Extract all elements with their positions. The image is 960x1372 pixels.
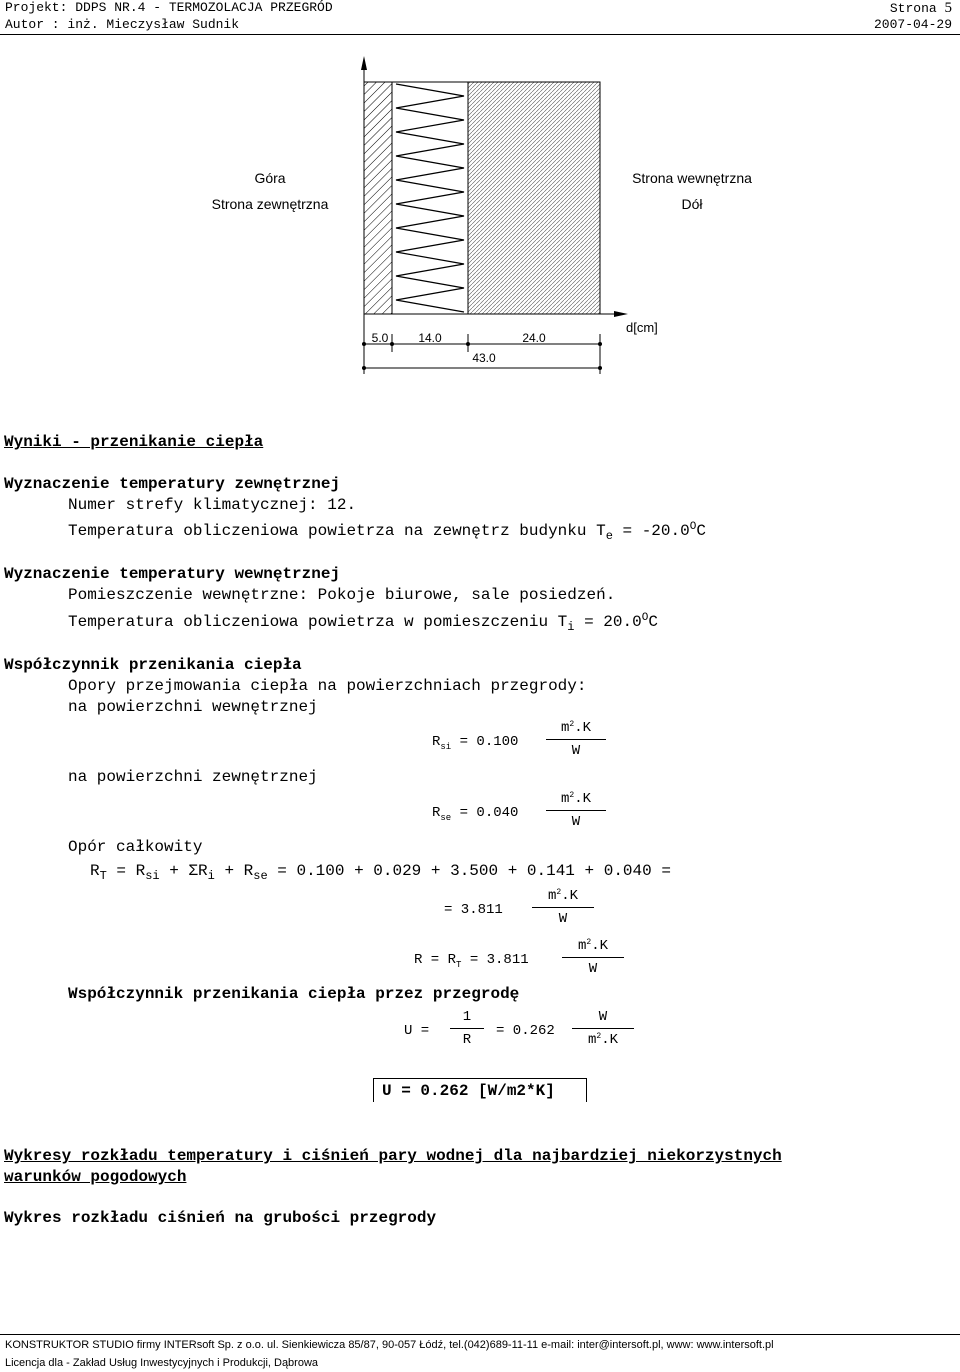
- pressure-heading: Wykres rozkładu ciśnień na grubości przegrody: [4, 1209, 437, 1227]
- axis-label: d[cm]: [626, 320, 658, 335]
- charts-heading-line1: Wykresy rozkładu temperatury i ciśnień pary wodnej dla najbardziej niekorzystnych: [4, 1147, 782, 1165]
- total-thickness: 43.0: [472, 351, 496, 365]
- u-label: U =: [404, 1023, 430, 1039]
- page-number: 5: [944, 0, 952, 16]
- u-value: = 0.262: [496, 1023, 555, 1039]
- u-heading: Współczynnik przenikania ciepła przez przegrodę: [68, 985, 520, 1003]
- u-unit: W $m^2.K$: [572, 1009, 634, 1048]
- bottom-label: Dół: [681, 196, 703, 212]
- axis-arrow-up: [361, 56, 367, 70]
- top-label: Góra: [254, 170, 286, 186]
- page-label: Strona: [889, 1, 937, 16]
- int-temp-line: Temperatura obliczeniowa powietrza w pomieszczeniu $T_i = 20.0^OC$: [68, 612, 658, 634]
- footer-rule: [0, 1334, 960, 1335]
- header-rule: [0, 34, 960, 35]
- degree-mark: O: [641, 612, 649, 624]
- coef-heading: Współczynnik przenikania ciepła: [4, 656, 302, 674]
- wall-section-diagram: [0, 50, 960, 380]
- rt-formula: $R_T = R_{si} + \Sigma R_i + R_{se} = 0.100 + 0.029 + 3.500 + 0.141 + 0.040$ =: [90, 862, 671, 883]
- rse-formula: $R_{se} = 0.040$: [432, 805, 519, 823]
- u-fraction: 1 R: [450, 1009, 484, 1048]
- rsi-unit: $m^2.K$ W: [546, 720, 606, 759]
- page-indicator: [890, 0, 952, 17]
- inside-label: Strona wewnętrzna: [632, 170, 752, 186]
- footer-license: Licencja dla - Zakład Usług Inwestycyjnych i Produkcji, Dąbrowa: [5, 1357, 319, 1369]
- footer-company: KONSTRUKTOR STUDIO firmy INTERsoft Sp. z o.o. ul. Sienkiewicza 85/87, 90-057 Łódź, tel.(042)689-11-11 e-mail: inter@intersoft.pl, www: www.intersoft.pl: [5, 1339, 774, 1351]
- document-date: 2007-04-29: [873, 17, 952, 32]
- outer-surface-label: na powierzchni zewnętrznej: [68, 768, 318, 786]
- ext-temp-line: Temperatura obliczeniowa powietrza na zewnętrz budynku $T_e = -20.0^OC$: [68, 521, 706, 543]
- charts-heading-line2: warunków pogodowych: [4, 1168, 187, 1186]
- layer-thickness-2: 14.0: [418, 331, 442, 345]
- u-result-box: U = 0.262 [W/m2*K]: [373, 1078, 587, 1102]
- project-title: Projekt: DDPS NR.4 - TERMOZOLACJA PRZEGRÓD: [5, 0, 333, 15]
- rt-unit: $m^2.K$ W: [532, 888, 594, 927]
- inner-surface-label: na powierzchni wewnętrznej: [68, 698, 318, 716]
- results-title: Wyniki - przenikanie ciepła: [4, 433, 264, 451]
- outside-label: Strona zewnętrzna: [211, 196, 329, 212]
- resistance-line: Opory przejmowania ciepła na powierzchniach przegrody:: [68, 677, 587, 695]
- ext-temp-heading: Wyznaczenie temperatury zewnętrznej: [4, 475, 341, 493]
- int-temp-heading: Wyznaczenie temperatury wewnętrznej: [4, 565, 341, 583]
- rse-unit: $m^2.K$ W: [546, 791, 606, 830]
- climate-zone-line: Numer strefy klimatycznej: 12.: [68, 496, 357, 514]
- r-unit: $m^2.K$ W: [562, 938, 624, 977]
- layer-thickness-1: 5.0: [371, 331, 389, 345]
- total-resistance-label: Opór całkowity: [68, 838, 203, 856]
- rsi-formula: $R_{si} = 0.100$: [432, 734, 519, 752]
- r-formula: $R = R_T = 3.811$: [414, 952, 529, 970]
- layer-thickness-3: 24.0: [522, 331, 546, 345]
- rt-result: = 3.811: [444, 902, 503, 918]
- author: Autor : inż. Mieczysław Sudnik: [5, 17, 240, 32]
- axis-arrow-right: [614, 311, 628, 317]
- degree-mark: O: [689, 521, 697, 533]
- layer-plaster-outer: [364, 82, 392, 314]
- layer-masonry: [468, 82, 600, 314]
- room-line: Pomieszczenie wewnętrzne: Pokoje biurowe, sale posiedzeń.: [68, 586, 616, 604]
